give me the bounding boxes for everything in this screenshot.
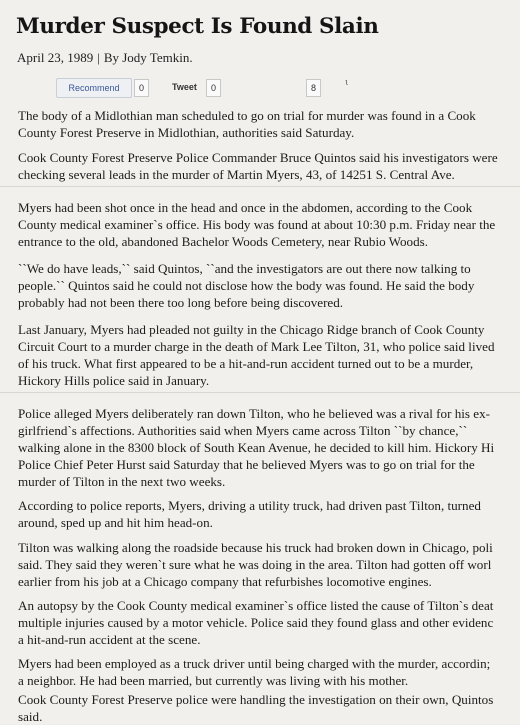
article-paragraph-3: Myers had been shot once in the head and once in the abdomen, according to the Cook County medical examiner`s office. His body was found at about 10:30 p.m. Friday near the entrance to the old, abandoned Bachelor Woods Cemetery, near Rubio Woods. [18,200,496,249]
article-paragraph-8: Tilton was walking along the roadside because his truck had broken down in Chicago, poli said. They said they weren`t sure what he was doing in the area. Tilton had gotten off worl earlier from his job at a Chicago company that refurbishes locomotive engines. [18,540,493,589]
facebook-recommend-button[interactable]: Recommend [56,78,132,98]
article-paragraph-4: ``We do have leads,`` said Quintos, ``and the investigators are out there now talking to people.`` Quintos said he could not disclose how the body was found. He said the body probably had not been there too long before being discovered. [18,261,475,310]
share-count: 8 [306,79,321,97]
article-paragraph-1: The body of a Midlothian man scheduled to go on trial for murder was found in a Cook County Forest Preserve in Midlothian, authorities said Saturday. [18,108,476,140]
article-byline [17,50,193,66]
article-date: April 23, 1989 [17,50,94,65]
section-divider [0,392,520,393]
article-author: By Jody Temkin. [103,50,193,65]
article-paragraph-11: Cook County Forest Preserve police were handling the investigation on their own, Quintos said. [18,692,494,724]
tweet-button[interactable]: Tweet [172,82,197,92]
scan-mark-icon: ι [345,78,349,88]
article-headline: Murder Suspect Is Found Slain [16,14,379,39]
article-paragraph-5: Last January, Myers had pleaded not guilty in the Chicago Ridge branch of Cook County Circuit Court to a murder charge in the death of Mark Lee Tilton, 31, who police said lived of his truck. What first appeared to be a hit-and-run accident turned out to be a murder, Hickory Hills police said in January. [18,322,495,388]
article-paragraph-9: An autopsy by the Cook County medical examiner`s office listed the cause of Tilton`s deat multiple injuries caused by a motor vehicle. Police said they found glass and other evidenc a hit-and-run accident at the scene. [18,598,494,647]
article-paragraph-6: Police alleged Myers deliberately ran down Tilton, who he believed was a rival for his ex- girlfriend`s affections. Authorities said when Myers came across Tilton ``by chance,`` walking alone in the 8300 block of South Kean Avenue, he decided to kill him. Hickory Hi Police Chief Peter Hurst said Saturday that he believed Myers was to go on trial for the murder of Tilton in the next two weeks. [18,406,495,489]
tweet-count: 0 [206,79,221,97]
article-paragraph-7: According to police reports, Myers, driving a utility truck, had driven past Tilton, turned around, sped up and hit him head-on. [18,498,481,530]
byline-separator: | [97,50,100,65]
recommend-count: 0 [134,79,149,97]
section-divider [0,186,520,187]
article-paragraph-10: Myers had been employed as a truck driver until being charged with the murder, accordin; a neighbor. He had been married, but currently was living with his mother. [18,656,491,688]
article-paragraph-2: Cook County Forest Preserve Police Commander Bruce Quintos said his investigators were checking several leads in the murder of Martin Myers, 43, of 14251 S. Central Ave. [18,150,498,182]
